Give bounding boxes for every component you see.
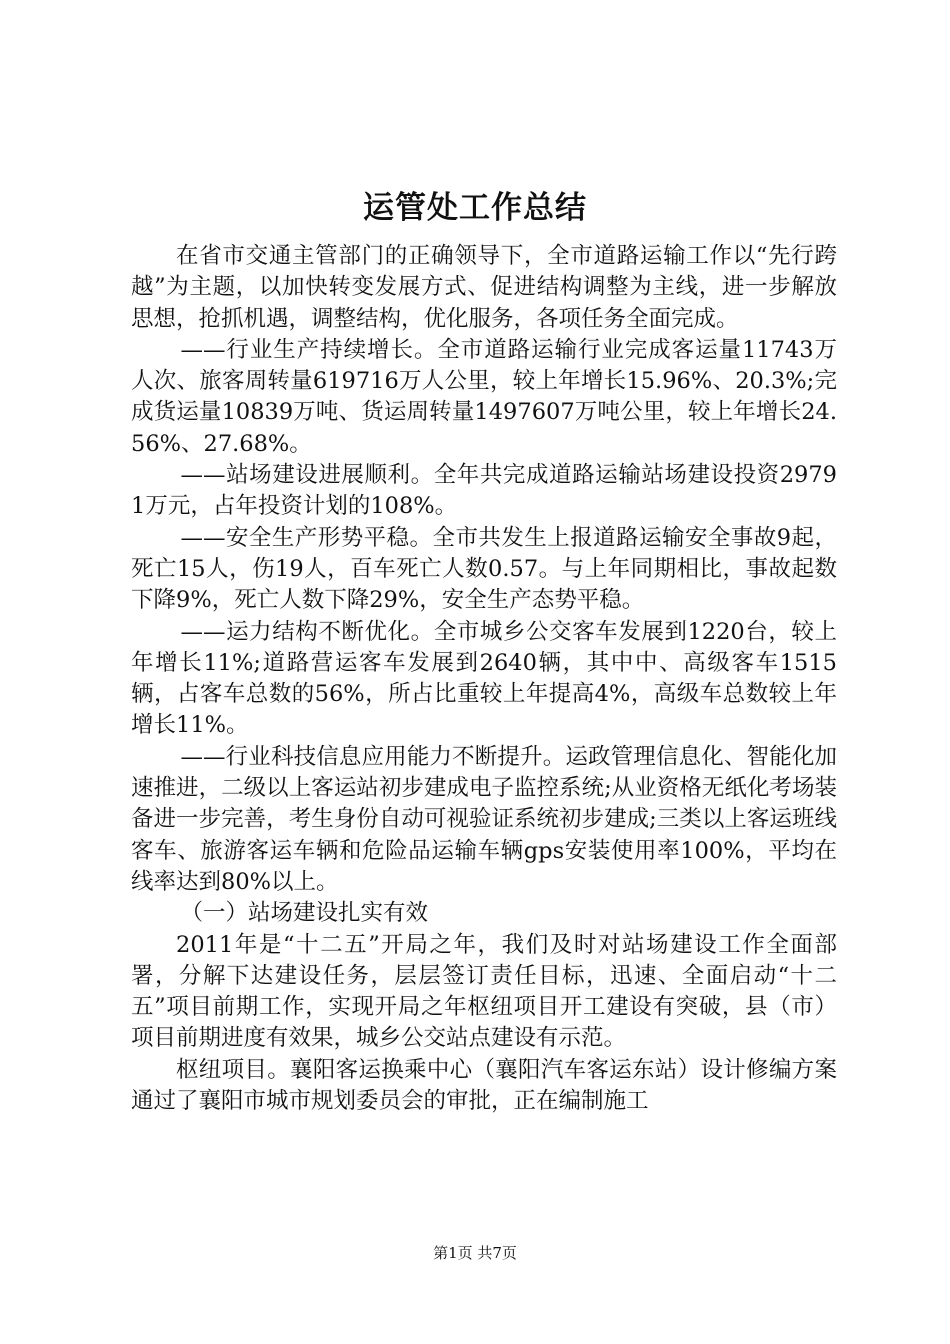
- paragraph-capacity-structure: ——运力结构不断优化。全市城乡公交客车发展到1220台，较上年增长11%;道路营运客车发展到2640辆，其中中、高级客车1515辆，占客车总数的56%，所占比重较上年提高4%，高级车总数较上年增长11%。: [131, 618, 837, 739]
- paragraph-production-growth: ——行业生产持续增长。全市道路运输行业完成客运量11743万人次、旅客周转量619716万人公里，较上年增长15.96%、20.3%;完成货运量10839万吨、货运周转量1497607万吨公里，较上年增长24.56%、27.68%。: [131, 336, 837, 457]
- paragraph-2011-overview: 2011年是“十二五”开局之年，我们及时对站场建设工作全面部署，分解下达建设任务，层层签订责任目标，迅速、全面启动“十二五”项目前期工作，实现开局之年枢纽项目开工建设有突破，县（市）项目前期进度有效果，城乡公交站点建设有示范。: [131, 931, 837, 1052]
- paragraph-hub-projects: 枢纽项目。襄阳客运换乘中心（襄阳汽车客运东站）设计修编方案通过了襄阳市城市规划委员会的审批，正在编制施工: [131, 1056, 837, 1115]
- document-body: [131, 241, 837, 1117]
- page-footer: 第1页 共7页: [433, 1244, 517, 1262]
- paragraph-technology: ——行业科技信息应用能力不断提升。运政管理信息化、智能化加速推进，二级以上客运站初步建成电子监控系统;从业资格无纸化考场装备进一步完善，考生身份自动可视验证系统初步建成;三类以上客运班线客车、旅游客运车辆和危险品运输车辆gps安装使用率100%，平均在线率达到80%以上。: [131, 743, 837, 895]
- paragraph-station-construction: ——站场建设进展顺利。全年共完成道路运输站场建设投资29791万元，占年投资计划的108%。: [131, 462, 837, 520]
- document-title: 运管处工作总结: [363, 190, 587, 226]
- paragraph-safety: ——安全生产形势平稳。全市共发生上报道路运输安全事故9起，死亡15人，伤19人，百车死亡人数0.57。与上年同期相比，事故起数下降9%，死亡人数下降29%，安全生产态势平稳。: [131, 524, 837, 614]
- section-heading: （一）站场建设扎实有效: [180, 900, 429, 927]
- paragraph-intro: 在省市交通主管部门的正确领导下，全市道路运输工作以“先行跨越”为主题，以加快转变发展方式、促进结构调整为主线，进一步解放思想，抢抓机遇，调整结构，优化服务，各项任务全面完成。: [131, 243, 837, 332]
